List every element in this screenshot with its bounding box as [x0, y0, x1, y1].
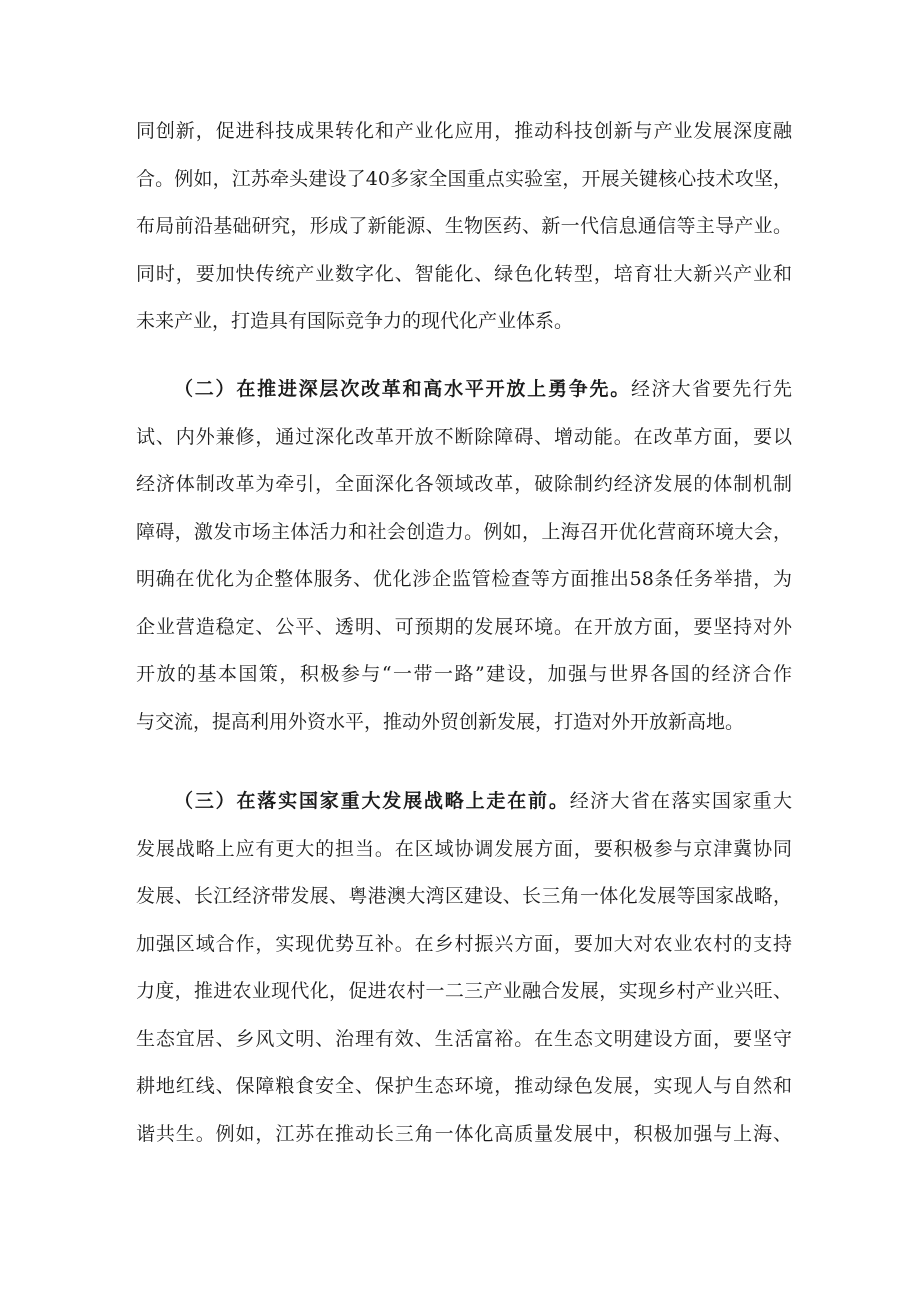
paragraph-line: 经济体制改革为牵引，全面深化各领域改革，破除制约经济发展的体制机制	[136, 473, 792, 495]
paragraph-line: 同创新，促进科技成果转化和产业化应用，推动科技创新与产业发展深度融	[136, 120, 792, 142]
paragraph-first-line	[136, 778, 792, 826]
section-heading: （三）在落实国家重大发展战略上走在前。	[174, 790, 570, 812]
paragraph-line: 生态宜居、乡风文明、治理有效、生活富裕。在生态文明建设方面，要坚守	[136, 1027, 792, 1050]
paragraph-line: 试、内外兼修，通过深化改革开放不断除障碍、增动能。在改革方面，要以	[136, 425, 792, 448]
paragraph-first-line	[136, 366, 792, 414]
paragraph-line: 布局前沿基础研究，形成了新能源、生物医药、新一代信息通信等主导产业。	[136, 215, 792, 237]
paragraph-1	[136, 108, 792, 346]
paragraph-text: 经济大省在落实国家重大	[569, 790, 792, 812]
paragraph-line: 合。例如，江苏牵头建设了40多家全国重点实验室，开展关键核心技术攻坚，	[136, 167, 792, 190]
paragraph-line: 加强区域合作，实现优势互补。在乡村振兴方面，要加大对农业农村的支持	[136, 932, 792, 955]
paragraph-line: 力度，推进农业现代化，促进农村一二三产业融合发展，实现乡村产业兴旺、	[136, 980, 792, 1002]
paragraph-line: 企业营造稳定、公平、透明、可预期的发展环境。在开放方面，要坚持对外	[136, 615, 792, 638]
paragraph-line: 谐共生。例如，江苏在推动长三角一体化高质量发展中，积极加强与上海、	[136, 1122, 792, 1145]
paragraph-line: 发展、长江经济带发展、粤港澳大湾区建设、长三角一体化发展等国家战略，	[136, 885, 792, 907]
paragraph-line: 障碍，激发市场主体活力和社会创造力。例如，上海召开优化营商环境大会，	[136, 520, 792, 543]
paragraph-line: 耕地红线、保障粮食安全、保护生态环境，推动绿色发展，实现人与自然和	[136, 1075, 792, 1097]
paragraph-line: 与交流，提高利用外资水平，推动外贸创新发展，打造对外开放新高地。	[136, 710, 745, 733]
paragraph-2	[136, 366, 792, 746]
paragraph-3	[136, 778, 792, 1158]
paragraph-line: 发展战略上应有更大的担当。在区域协调发展方面，要积极参与京津冀协同	[136, 837, 792, 860]
paragraph-line: 开放的基本国策，积极参与“一带一路”建设，加强与世界各国的经济合作	[136, 663, 792, 685]
paragraph-line: 明确在优化为企整体服务、优化涉企监管检查等方面推出58条任务举措，为	[136, 568, 792, 590]
paragraph-line: 未来产业，打造具有国际竞争力的现代化产业体系。	[136, 310, 574, 332]
section-heading: （二）在推进深层次改革和高水平开放上勇争先。	[174, 378, 632, 400]
paragraph-text: 经济大省要先行先	[631, 378, 792, 400]
paragraph-line: 同时，要加快传统产业数字化、智能化、绿色化转型，培育壮大新兴产业和	[136, 262, 792, 285]
